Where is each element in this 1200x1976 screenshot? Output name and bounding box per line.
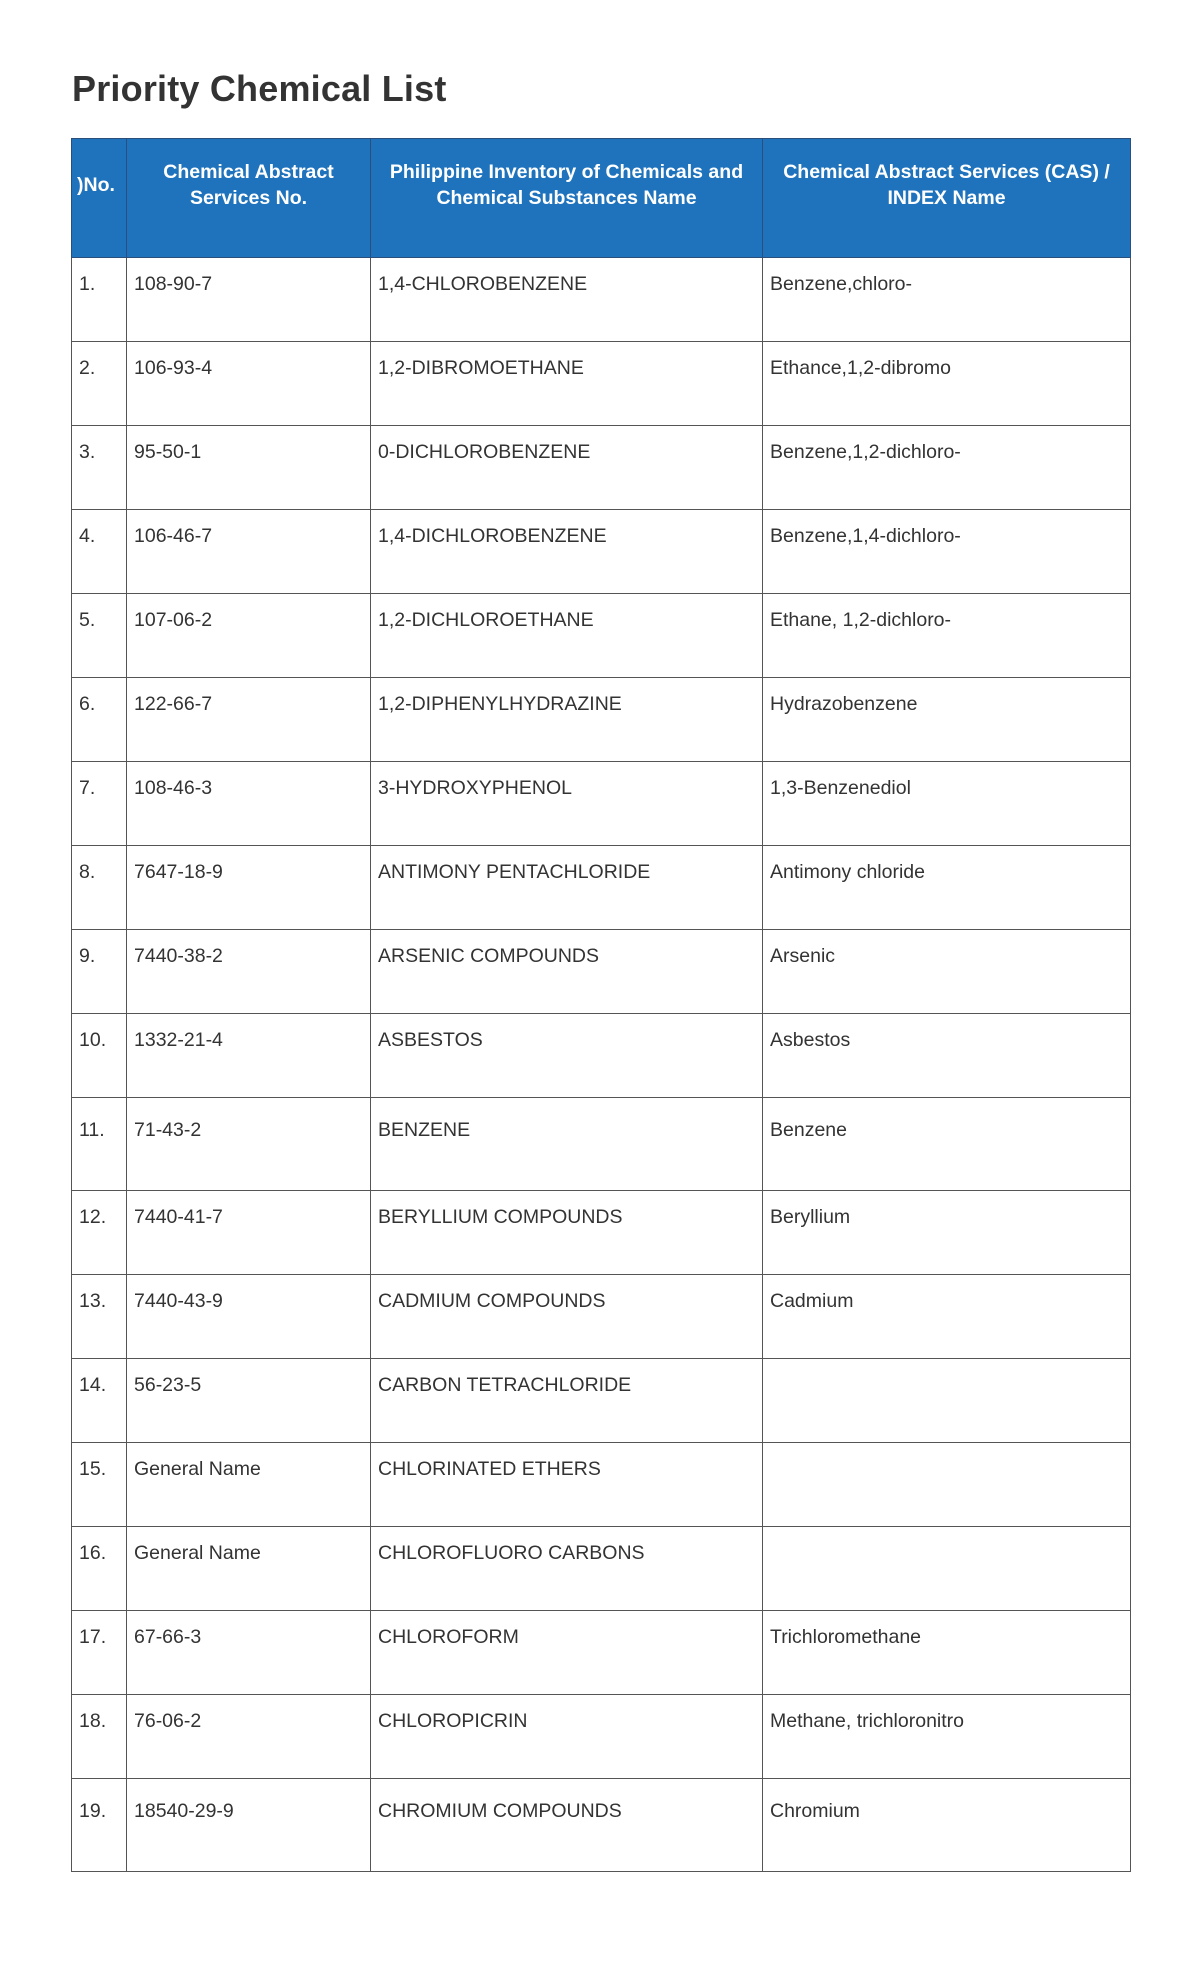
cell-chemical-name: CHLOROFLUORO CARBONS [371,1527,763,1611]
table-row [72,1443,1131,1527]
cell-cas-index-name: Beryllium [763,1191,1131,1275]
cell-chemical-name: 1,4-CHLOROBENZENE [371,258,763,342]
header-no: )No. [72,139,127,258]
cell-chemical-name: CHROMIUM COMPOUNDS [371,1779,763,1872]
cell-cas-index-name [763,1527,1131,1611]
table-row [72,1275,1131,1359]
cell-no: 4. [72,510,127,594]
cell-chemical-name: 0-DICHLOROBENZENE [371,426,763,510]
cell-cas-number: General Name [127,1527,371,1611]
cell-no: 3. [72,426,127,510]
table-row [72,1611,1131,1695]
cell-no: 13. [72,1275,127,1359]
table-row [72,1359,1131,1443]
cell-cas-index-name: Benzene [763,1098,1131,1191]
table-row [72,1098,1131,1191]
cell-cas-number: 18540-29-9 [127,1779,371,1872]
header-cas-number: Chemical Abstract Services No. [127,139,371,258]
table-row [72,510,1131,594]
cell-no: 6. [72,678,127,762]
cell-cas-index-name: Trichloromethane [763,1611,1131,1695]
cell-chemical-name: ANTIMONY PENTACHLORIDE [371,846,763,930]
cell-no: 2. [72,342,127,426]
cell-cas-number: 7440-38-2 [127,930,371,1014]
cell-cas-index-name: Ethance,1,2-dibromo [763,342,1131,426]
cell-chemical-name: 3-HYDROXYPHENOL [371,762,763,846]
cell-cas-number: 95-50-1 [127,426,371,510]
cell-chemical-name: ASBESTOS [371,1014,763,1098]
table-header [72,139,1131,258]
cell-cas-index-name: Chromium [763,1779,1131,1872]
table-row [72,1779,1131,1872]
header-cas-index-name: Chemical Abstract Services (CAS) / INDEX Name [763,139,1131,258]
cell-cas-number: 106-93-4 [127,342,371,426]
cell-no: 7. [72,762,127,846]
table-row [72,1527,1131,1611]
cell-cas-index-name: Benzene,1,4-dichloro- [763,510,1131,594]
cell-cas-number: 67-66-3 [127,1611,371,1695]
cell-cas-index-name: Arsenic [763,930,1131,1014]
cell-cas-number: 108-46-3 [127,762,371,846]
cell-no: 10. [72,1014,127,1098]
cell-cas-index-name: Asbestos [763,1014,1131,1098]
cell-cas-number: 71-43-2 [127,1098,371,1191]
cell-no: 15. [72,1443,127,1527]
table-row [72,342,1131,426]
cell-cas-index-name: Cadmium [763,1275,1131,1359]
cell-chemical-name: BERYLLIUM COMPOUNDS [371,1191,763,1275]
table-row [72,678,1131,762]
cell-cas-index-name: Antimony chloride [763,846,1131,930]
cell-chemical-name: 1,2-DIBROMOETHANE [371,342,763,426]
cell-no: 1. [72,258,127,342]
cell-no: 14. [72,1359,127,1443]
priority-chemical-table [71,138,1131,1872]
cell-chemical-name: CHLORINATED ETHERS [371,1443,763,1527]
table-row [72,1014,1131,1098]
cell-cas-index-name: 1,3-Benzenediol [763,762,1131,846]
cell-no: 12. [72,1191,127,1275]
cell-no: 9. [72,930,127,1014]
page-title: Priority Chemical List [72,68,447,109]
cell-cas-number: 56-23-5 [127,1359,371,1443]
cell-no: 18. [72,1695,127,1779]
cell-cas-index-name: Ethane, 1,2-dichloro- [763,594,1131,678]
table-row [72,846,1131,930]
table-row [72,1695,1131,1779]
cell-cas-index-name: Methane, trichloronitro [763,1695,1131,1779]
cell-cas-number: 76-06-2 [127,1695,371,1779]
cell-cas-number: 1332-21-4 [127,1014,371,1098]
cell-no: 5. [72,594,127,678]
cell-no: 11. [72,1098,127,1191]
table-row [72,426,1131,510]
header-picccs-name: Philippine Inventory of Chemicals and Chemical Substances Name [371,139,763,258]
cell-cas-number: 122-66-7 [127,678,371,762]
cell-cas-index-name: Hydrazobenzene [763,678,1131,762]
cell-cas-index-name: Benzene,chloro- [763,258,1131,342]
cell-chemical-name: BENZENE [371,1098,763,1191]
table-row [72,762,1131,846]
cell-cas-number: General Name [127,1443,371,1527]
table-body [72,258,1131,1872]
cell-no: 19. [72,1779,127,1872]
cell-no: 17. [72,1611,127,1695]
table-row [72,930,1131,1014]
cell-cas-number: 107-06-2 [127,594,371,678]
cell-no: 8. [72,846,127,930]
table-row [72,258,1131,342]
cell-chemical-name: CARBON TETRACHLORIDE [371,1359,763,1443]
cell-chemical-name: ARSENIC COMPOUNDS [371,930,763,1014]
cell-chemical-name: 1,2-DIPHENYLHYDRAZINE [371,678,763,762]
cell-cas-index-name [763,1359,1131,1443]
cell-chemical-name: CADMIUM COMPOUNDS [371,1275,763,1359]
cell-no: 16. [72,1527,127,1611]
table-row [72,594,1131,678]
cell-chemical-name: CHLOROPICRIN [371,1695,763,1779]
cell-cas-number: 108-90-7 [127,258,371,342]
table-row [72,1191,1131,1275]
cell-cas-number: 7647-18-9 [127,846,371,930]
cell-cas-number: 7440-41-7 [127,1191,371,1275]
cell-cas-index-name: Benzene,1,2-dichloro- [763,426,1131,510]
header-row [72,139,1131,258]
cell-chemical-name: 1,2-DICHLOROETHANE [371,594,763,678]
cell-cas-number: 106-46-7 [127,510,371,594]
cell-chemical-name: CHLOROFORM [371,1611,763,1695]
cell-chemical-name: 1,4-DICHLOROBENZENE [371,510,763,594]
cell-cas-number: 7440-43-9 [127,1275,371,1359]
cell-cas-index-name [763,1443,1131,1527]
